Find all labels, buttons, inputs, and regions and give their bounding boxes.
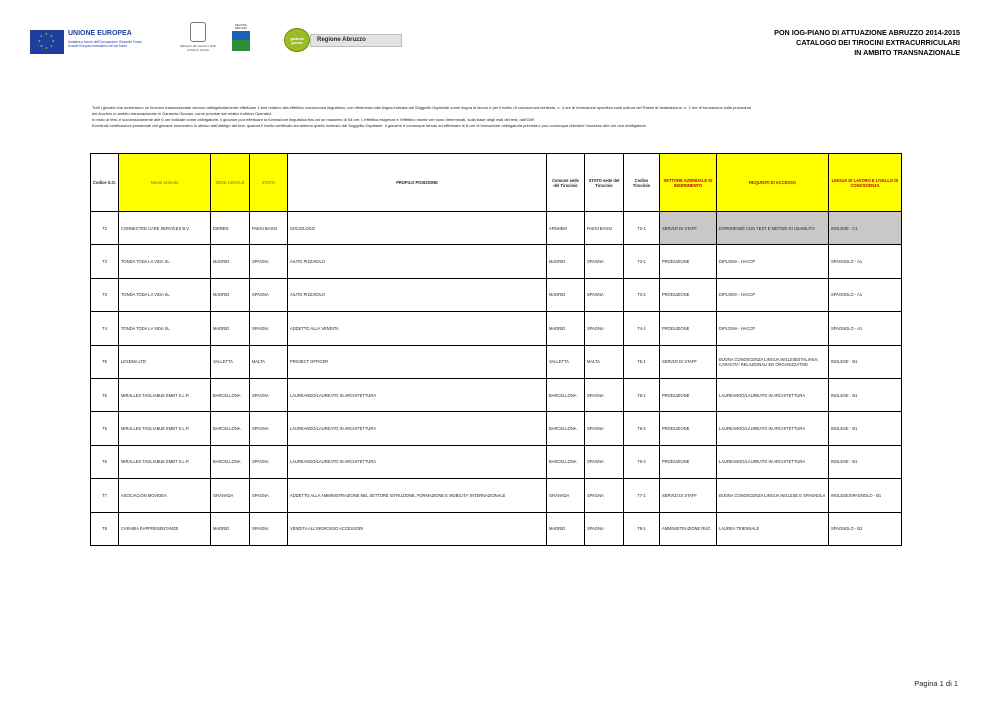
title-line-2: CATALOGO DEI TIROCINI EXTRACURRICULARI (796, 38, 960, 47)
cell-settore: SERVIZI DI STAFF (660, 479, 717, 512)
cell-stato-sede: SPAGNA (585, 445, 624, 478)
cell-codice-tirocinio: T6-3 (624, 445, 660, 478)
intro-line-3: In esito al test, e successivamente alle 6 ore indicate come obbligatorie, il giovane può effettuare la formazione linguistica fino ad un massimo di 54 ore. L'effettiva esigenza e l'effettivo monte ore sono determinati, sulla base degli esiti del test, dall'OdF. (92, 117, 535, 122)
cell-codice-tirocinio: T6-1 (624, 378, 660, 411)
region-label: Regione Abruzzo (310, 34, 402, 47)
cell-comune-sede: ARNHEM (547, 212, 585, 245)
cell-stato-sede: SPAGNA (585, 479, 624, 512)
cell-codice-tirocinio: T6-2 (624, 412, 660, 445)
ministry-logo (172, 22, 222, 60)
cell-sede-legale: DIEREN (211, 212, 250, 245)
cell-stato-sede: SPAGNA (585, 412, 624, 445)
cell-requisiti: DIPLOMA - HACCP (717, 278, 829, 311)
cell-requisiti: LAUREANDO/LAUREATO IN ARCHITETTURA (717, 412, 829, 445)
table-row (91, 345, 902, 378)
cell-lingua: INGLESE - B1 (829, 345, 902, 378)
cell-stato: SPAGNA (250, 445, 288, 478)
cell-codice-tirocinio: T7-1 (624, 479, 660, 512)
intro-line-4: Eventuali certificazioni possedute dal giovane esonerano lo stesso dall'obbligo del test, qualora il livello certificato sia almeno quello richiesto dal Soggetto Ospitante. Il giovane è comunque tenuto ad effettuare le 6 ore di formazione obbligatoria prevista e può comunque chiedere l'accesso alle ore non obbligatorie. (92, 123, 647, 128)
cell-codice-so: T6 (91, 445, 119, 478)
cell-codice-so: T4 (91, 312, 119, 345)
cell-profilo-posizione: ADDETTO ALLA AMMINISTRAZIONE NEL SETTORE ISTRUZIONE, FORMAZIONE E MOBILITA' INTERNAZIONALE (288, 479, 547, 512)
cell-settore: PRODUZIONE (660, 445, 717, 478)
header-comune-sede: Comune sede del Tirocinio (547, 154, 585, 212)
cell-stato-sede: PAESI BASSI (585, 212, 624, 245)
cell-codice-so: T6 (91, 412, 119, 445)
cell-nome-azienda: MIRALLES TAGLIABUE EMBT S.L.P. (119, 412, 211, 445)
cell-requisiti: LAUREA TRIENNALE (717, 512, 829, 545)
cell-lingua: SPAGNOLO - A1 (829, 245, 902, 278)
cell-codice-so: T8 (91, 512, 119, 545)
intro-notes (92, 105, 912, 129)
cell-sede-legale: BARCELLONA (211, 412, 250, 445)
cell-requisiti: ESPERIENZE CON TEST E METODI DI USABILITA' (717, 212, 829, 245)
eu-title: UNIONE EUROPEA (68, 30, 132, 37)
cell-sede-legale: GRANADA (211, 479, 250, 512)
cell-codice-tirocinio: T5-1 (624, 345, 660, 378)
cell-lingua: SPAGNOLO - A1 (829, 278, 902, 311)
cell-comune-sede: VALLETTA (547, 345, 585, 378)
cell-codice-tirocinio: T3-2 (624, 278, 660, 311)
eu-logo (30, 30, 148, 58)
cell-nome-azienda: ASOCIACION MOVIDEA (119, 479, 211, 512)
cell-sede-legale: MADRID (211, 312, 250, 345)
republic-emblem-icon (190, 22, 206, 42)
garanzia-badge-icon (284, 28, 310, 52)
cell-settore: PRODUZIONE (660, 278, 717, 311)
cell-stato: MALTA (250, 345, 288, 378)
intro-line-2: del tirocinio in ambito transnazionale in Garanzia Giovani, come previste dai relativi Indirizzi Operativi. (92, 111, 273, 116)
cell-nome-azienda: CARABIA RAPPRESENTANZE (119, 512, 211, 545)
cell-codice-so: T5 (91, 345, 119, 378)
header-sede-legale: SEDE LEGALE (211, 154, 250, 212)
cell-codice-tirocinio: T3-1 (624, 245, 660, 278)
header-codice-tirocinio: Codice Tirocinio (624, 154, 660, 212)
cell-settore: SERVIZI DI STAFF (660, 212, 717, 245)
cell-profilo-posizione: LAUREANDO/LAUREATO IN ARCHITETTURA (288, 412, 547, 445)
cell-codice-tirocinio: T4-1 (624, 312, 660, 345)
cell-nome-azienda: LEXEMA LTD (119, 345, 211, 378)
table-row (91, 378, 902, 411)
cell-codice-tirocinio: T2-1 (624, 212, 660, 245)
cell-settore: PRODUZIONE (660, 245, 717, 278)
cell-stato: SPAGNA (250, 312, 288, 345)
cell-stato-sede: SPAGNA (585, 245, 624, 278)
cell-stato-sede: SPAGNA (585, 512, 624, 545)
cell-requisiti: DIPLOMA - HACCP (717, 245, 829, 278)
cell-settore: PRODUZIONE (660, 412, 717, 445)
cell-stato-sede: MALTA (585, 345, 624, 378)
cell-profilo-posizione: AIUTO PIZZAIOLO (288, 278, 547, 311)
cell-stato-sede: SPAGNA (585, 312, 624, 345)
table-row (91, 445, 902, 478)
abruzzo-logo (230, 24, 252, 54)
cell-settore: AMMINISTRAZIONE RUO (660, 512, 717, 545)
table-row (91, 312, 902, 345)
header-lingua: LINGUA DI LAVORO E LIVELLO DI CONOSCENZA (829, 154, 902, 212)
header-settore-aziendale: SETTORE AZIENDALE DI INSERIMENTO (660, 154, 717, 212)
cell-stato: SPAGNA (250, 245, 288, 278)
table-header-row (91, 154, 902, 212)
cell-lingua: INGLESE - B1 (829, 445, 902, 478)
cell-codice-so: T6 (91, 378, 119, 411)
cell-lingua: INGLESE - B1 (829, 412, 902, 445)
cell-stato: SPAGNA (250, 479, 288, 512)
cell-settore: PRODUZIONE (660, 312, 717, 345)
cell-settore: PRODUZIONE (660, 378, 717, 411)
cell-nome-azienda: CONNECTED CARE SERVICES B.V. (119, 212, 211, 245)
cell-sede-legale: MADRID (211, 278, 250, 311)
cell-profilo-posizione: VENDITA ALL'INGROSSO ACCESSORI (288, 512, 547, 545)
cell-requisiti: LAUREANDO/LAUREATO IN ARCHITETTURA (717, 378, 829, 411)
title-line-1: PON IOG-PIANO DI ATTUAZIONE ABRUZZO 2014-2015 (774, 28, 960, 37)
intro-line-1: Tutti i giovani che avvieranno un tirocinio transnazionale devono obbligatoriamente effettuare 1 test relativo alla effettiva conoscenza linguistica, con riferimento alla lingua indicata dal Soggetto Ospitante come lingua di lavoro e per il livello di conoscenza richiesto, n. 4 ore di formazione specifica sulla cultura del Paese di destinazione, n. 2 ore di formazione sulle procedure (92, 105, 752, 110)
abruzzo-shield-icon (232, 31, 250, 51)
table-row (91, 278, 902, 311)
cell-lingua: INGLESE/SPAGNOLO - B1 (829, 479, 902, 512)
cell-lingua: INGLESE - B1 (829, 378, 902, 411)
table-row (91, 512, 902, 545)
cell-settore: SERVIZI DI STAFF (660, 345, 717, 378)
cell-profilo-posizione: SOCIOLOGO (288, 212, 547, 245)
cell-profilo-posizione: LAUREANDO/LAUREATO IN ARCHITETTURA (288, 378, 547, 411)
logo-strip (30, 22, 370, 60)
cell-nome-azienda: MIRALLES TAGLIABUE EMBT S.L.P. (119, 378, 211, 411)
cell-codice-so: T3 (91, 245, 119, 278)
cell-sede-legale: BARCELLONA (211, 378, 250, 411)
eu-subtitle: Iniziativa a favore dell'Occupazione Giovanile Fondo Sociale Europeo Investiamo nel tuo futuro (68, 40, 142, 48)
table-row (91, 412, 902, 445)
cell-nome-azienda: TONDA TODA LA VIDA SL (119, 278, 211, 311)
header-stato-sede: STATO sede del Tirocinio (585, 154, 624, 212)
eu-flag-icon: ★ ★ ★ ★ ★ ★ ★ ★ (30, 30, 64, 54)
cell-lingua: SPAGNOLO - B2 (829, 512, 902, 545)
abruzzo-text: REGIONE ABRUZZO (234, 24, 248, 30)
cell-requisiti: BUONA CONOSCENZA LINGUA INGLESE/ITALIANA; CAPACITA' RELAZIONALI ED ORGANIZZATIVE (717, 345, 829, 378)
internship-table (90, 153, 902, 546)
garanzia-text: garanzia giovani (290, 37, 304, 45)
header-stato: STATO (250, 154, 288, 212)
table-row (91, 245, 902, 278)
header-profilo-posizione: PROFILO POSIZIONE (288, 154, 547, 212)
cell-requisiti: BUONA CONOSCENZA LINGUA INGLESE E SPAGNOLA (717, 479, 829, 512)
cell-comune-sede: BARCELLONA (547, 445, 585, 478)
title-line-3: IN AMBITO TRANSNAZIONALE (854, 48, 960, 57)
page-number: Pagina 1 di 1 (914, 679, 958, 688)
cell-stato-sede: SPAGNA (585, 378, 624, 411)
cell-stato: SPAGNA (250, 512, 288, 545)
header-codice-so: Codice S.O. (91, 154, 119, 212)
cell-stato-sede: SPAGNA (585, 278, 624, 311)
cell-stato: SPAGNA (250, 378, 288, 411)
cell-comune-sede: BARCELLONA (547, 378, 585, 411)
cell-comune-sede: MADRID (547, 278, 585, 311)
cell-stato: SPAGNA (250, 412, 288, 445)
cell-sede-legale: BARCELLONA (211, 445, 250, 478)
table-row (91, 212, 902, 245)
cell-comune-sede: GRANADA (547, 479, 585, 512)
table-row (91, 479, 902, 512)
cell-comune-sede: MADRID (547, 312, 585, 345)
cell-comune-sede: MADRID (547, 512, 585, 545)
cell-codice-so: T7 (91, 479, 119, 512)
cell-profilo-posizione: LAUREANDO/LAUREATO IN ARCHITETTURA (288, 445, 547, 478)
cell-comune-sede: MADRID (547, 245, 585, 278)
cell-requisiti: LAUREANDO/LAUREATO IN ARCHITETTURA (717, 445, 829, 478)
cell-lingua: INGLESE - C1 (829, 212, 902, 245)
ministry-text: Ministero del Lavoro e delle Politiche Sociali (179, 44, 217, 52)
cell-nome-azienda: TONDA TODA LA VIDA SL (119, 312, 211, 345)
header-nome-azienda: Nome azienda (119, 154, 211, 212)
cell-profilo-posizione: ADDETTO ALLA VENDITA (288, 312, 547, 345)
cell-profilo-posizione: AIUTO PIZZAIOLO (288, 245, 547, 278)
cell-comune-sede: BARCELLONA (547, 412, 585, 445)
cell-codice-so: T3 (91, 278, 119, 311)
cell-sede-legale: MADRID (211, 512, 250, 545)
cell-codice-so: T2 (91, 212, 119, 245)
cell-stato: SPAGNA (250, 278, 288, 311)
document-title (774, 28, 960, 58)
cell-sede-legale: MADRID (211, 245, 250, 278)
cell-requisiti: DIPLOMA - HACCP (717, 312, 829, 345)
cell-stato: PAESI BASSI (250, 212, 288, 245)
cell-sede-legale: VALLETTA (211, 345, 250, 378)
cell-profilo-posizione: PROJECT OFFICER (288, 345, 547, 378)
garanzia-giovani-logo (284, 28, 396, 50)
cell-nome-azienda: MIRALLES TAGLIABUE EMBT S.L.P. (119, 445, 211, 478)
header-requisiti: REQUISITI DI ACCESSO (717, 154, 829, 212)
cell-lingua: SPAGNOLO - A1 (829, 312, 902, 345)
cell-nome-azienda: TONDA TODA LA VIDA SL (119, 245, 211, 278)
cell-codice-tirocinio: T8-1 (624, 512, 660, 545)
